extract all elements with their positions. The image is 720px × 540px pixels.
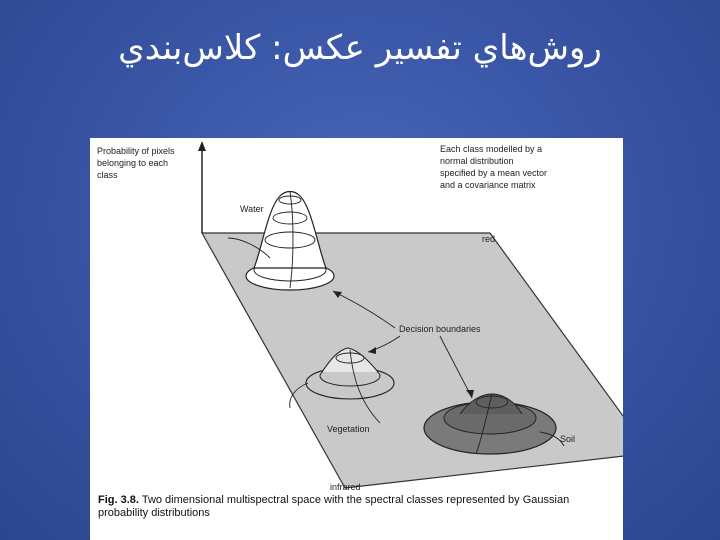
figure-caption bbox=[98, 494, 616, 520]
y-axis-label-line-2: belonging to each bbox=[97, 158, 169, 168]
figure-caption-text: Two dimensional multispectral space with the spectral classes represented by Gaussian probability distributions bbox=[98, 494, 570, 519]
soil-label: Soil bbox=[560, 434, 576, 444]
annotation-line-1: Each class modelled by a bbox=[440, 144, 543, 154]
annotation-line-2: normal distribution bbox=[440, 156, 514, 166]
decision-boundaries-label: Decision boundaries bbox=[399, 324, 481, 334]
vegetation-label: Vegetation bbox=[327, 424, 370, 434]
annotation-line-3: specified by a mean vector bbox=[440, 168, 548, 178]
y-axis-label-line-1: Probability of pixels bbox=[97, 146, 175, 156]
gaussian-class-diagram bbox=[90, 138, 623, 540]
slide-title: روش‌هاي تفسير عكس: كلاس‌بندي bbox=[118, 28, 602, 68]
figure-number: Fig. 3.8. bbox=[98, 494, 139, 506]
annotation-line-4: and a covariance matrix bbox=[440, 180, 536, 190]
figure-panel bbox=[90, 138, 623, 540]
water-label: Water bbox=[240, 204, 264, 214]
infrared-axis-label: infrared bbox=[330, 482, 361, 492]
red-axis-label: red bbox=[482, 234, 496, 244]
y-axis-label-line-3: class bbox=[97, 170, 118, 180]
